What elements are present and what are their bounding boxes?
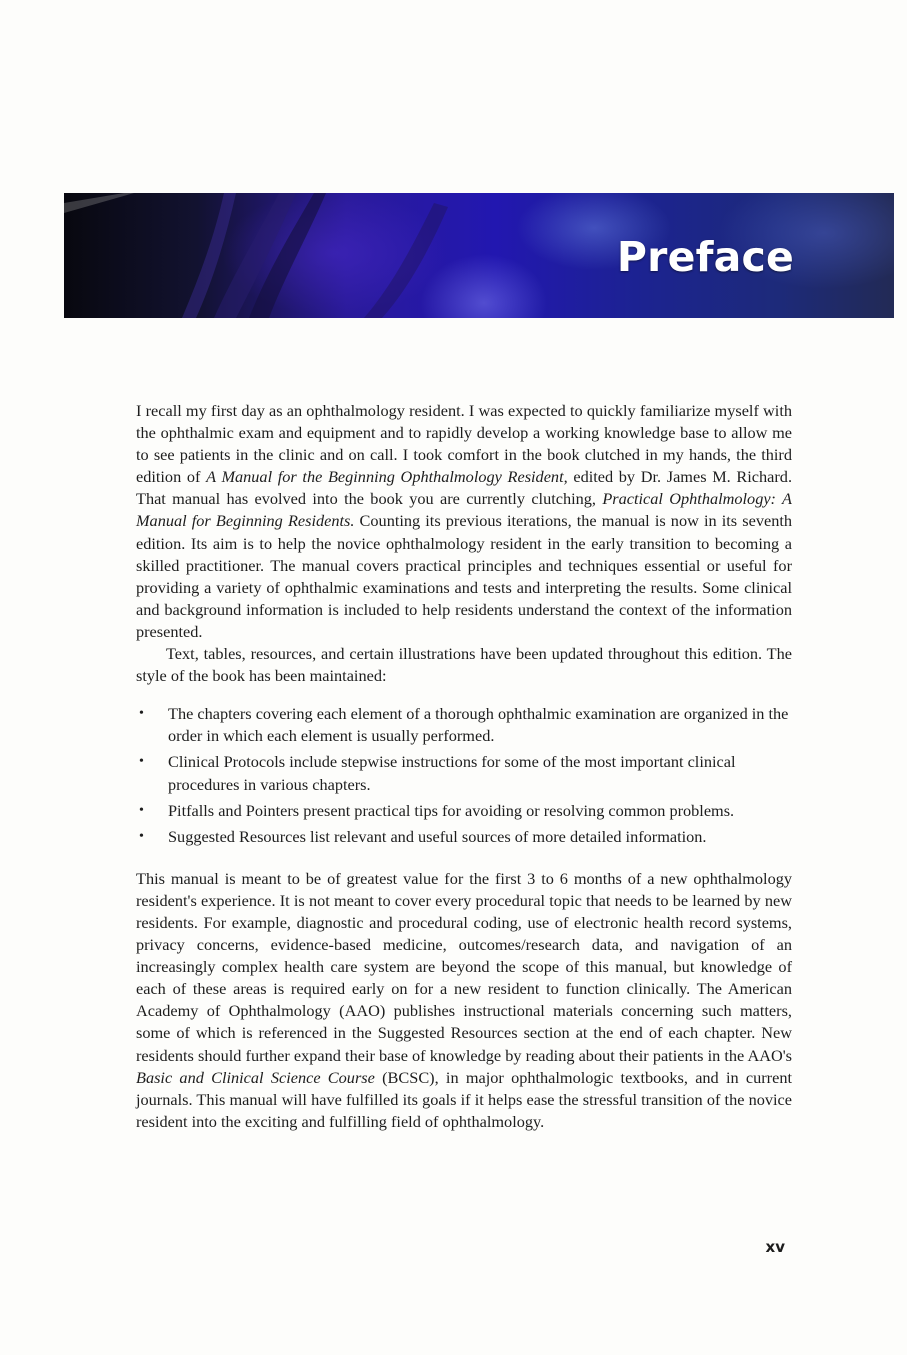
paragraph-style: Text, tables, resources, and certain illustrations have been updated throughout this edition. The style of the book has been maintained: [136, 644, 792, 686]
paragraph-text: I recall my first day as an ophthalmology resident. I was expected to quickly familiarize myself with the ophthalmic exam and equipment and to rapidly develop a working knowledge base to allow me to see patients in the clinic and on call. I took comfort in the book clutched in my hands, the third edition of [136, 401, 792, 487]
bullet-icon: • [139, 802, 144, 818]
list-item-text: Suggested Resources list relevant and useful sources of more detailed information. [168, 826, 707, 846]
list-item-text: Pitfalls and Pointers present practical tips for avoiding or resolving common problems. [168, 800, 735, 820]
feature-list [136, 703, 792, 848]
paragraph-text: edited by Dr. James M. Richard. That manual has evolved into the book you are currently clutching, [136, 467, 793, 509]
book-title-italic: A Manual for the Beginning Ophthalmology Resident, [206, 467, 568, 487]
book-title-italic: Practical Ophthalmology: A Manual for Beginning Residents. [136, 489, 792, 531]
list-item-text: The chapters covering each element of a thorough ophthalmic examination are organized in the order in which each element is usually performed. [168, 704, 789, 746]
page-number: xv [765, 1238, 785, 1256]
preface-body [136, 400, 792, 1133]
paragraph-text: This manual is meant to be of greatest value for the first 3 to 6 months of a new ophthalmology resident's experience. It is not meant to cover every procedural topic that needs to be learned by new residents. For example, diagnostic and procedural coding, use of electronic health record systems, privacy concerns, evidence-based medicine, outcomes/research data, and navigation of an increasingly complex health care system are beyond the scope of this manual, but knowledge of each of these areas is required early on for a new resident to function clinically. The American Academy of Ophthalmology (AAO) publishes instructional materials concerning such matters, some of which is referenced in the Suggested Resources section at the end of each chapter. New residents should further expand their base of knowledge by reading about their patients in the AAO's [136, 868, 792, 1065]
list-item [136, 703, 792, 747]
list-item [136, 826, 792, 848]
list-item [136, 751, 792, 795]
paragraph-scope [136, 868, 792, 1133]
preface-banner [64, 193, 894, 318]
paragraph-text: (BCSC), in major ophthalmologic textbooks, and in current journals. This manual will have fulfilled its goals if it helps ease the stressful transition of the novice resident into the exciting and fulfilling field of ophthalmology. [136, 1067, 792, 1131]
paragraph-text: Counting its previous iterations, the manual is now in its seventh edition. Its aim is to help the novice ophthalmology resident in the early transition to becoming a skilled practitioner. The manual covers practical principles and techniques essential or useful for providing a variety of ophthalmic examinations and tests and interpreting the results. Some clinical and background information is included to help residents understand the context of the information presented. [136, 511, 793, 641]
bullet-icon: • [139, 754, 144, 770]
page-title: Preface [616, 233, 794, 281]
bullet-icon: • [139, 706, 144, 722]
book-title-italic: Basic and Clinical Science Course [136, 1067, 375, 1087]
list-item [136, 800, 792, 822]
bullet-icon: • [139, 828, 144, 844]
paragraph-intro [136, 400, 792, 643]
list-item-text: Clinical Protocols include stepwise instructions for some of the most important clinical procedures in various chapters. [168, 752, 736, 794]
